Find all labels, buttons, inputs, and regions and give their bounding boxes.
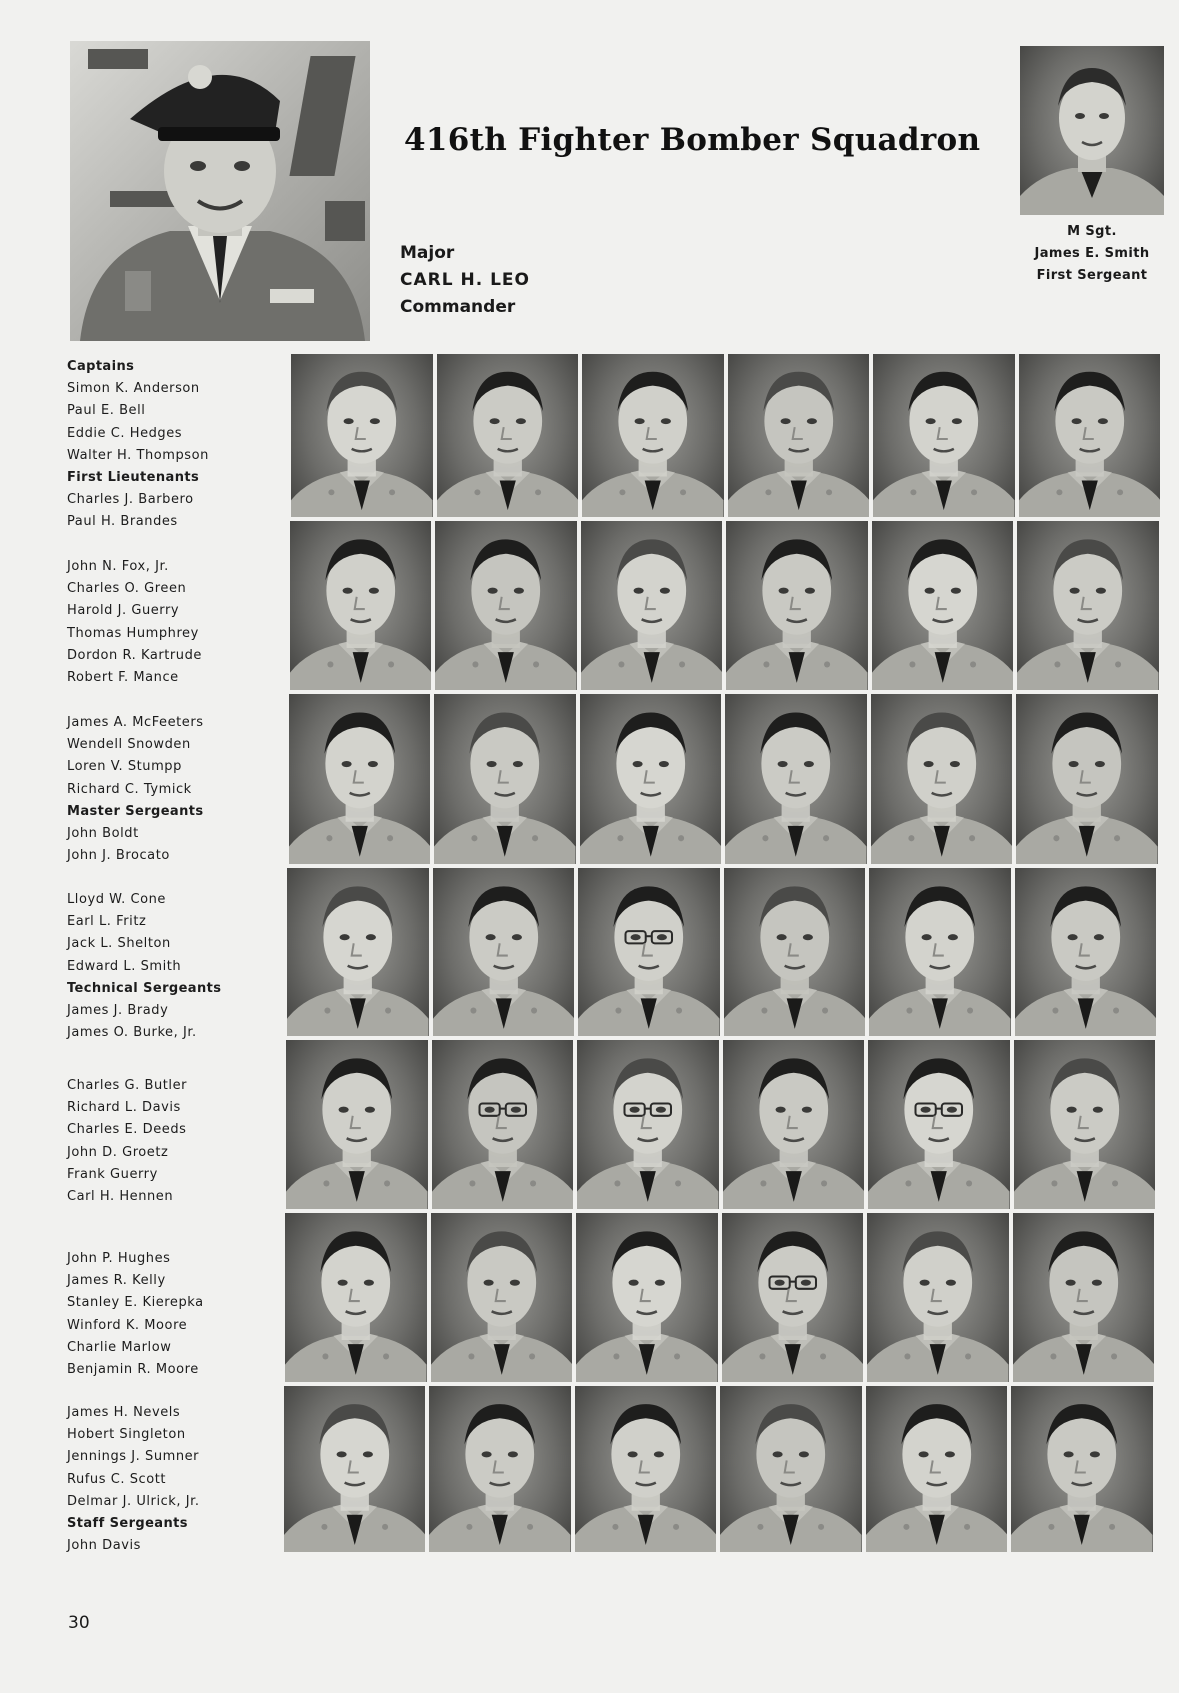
- first-sergeant-role: First Sergeant: [1036, 268, 1148, 283]
- member-portrait-icon: [1014, 1040, 1156, 1209]
- member-portrait-icon: [289, 694, 431, 864]
- member-photo: [429, 1386, 571, 1552]
- member-portrait-icon: [728, 354, 870, 517]
- roster-name: John Davis: [67, 1538, 141, 1553]
- member-portrait-icon: [582, 354, 724, 517]
- member-portrait-icon: [868, 1040, 1010, 1209]
- member-photo: [287, 868, 429, 1036]
- member-photo: [434, 694, 576, 864]
- member-portrait-icon: [720, 1386, 862, 1552]
- member-portrait-icon: [1019, 354, 1161, 517]
- roster-name: John P. Hughes: [67, 1251, 171, 1266]
- member-photo: [869, 868, 1011, 1036]
- member-photo: [285, 1213, 427, 1382]
- member-portrait-icon: [577, 1040, 719, 1209]
- member-photo: [577, 1040, 719, 1209]
- member-photo: [1016, 694, 1158, 864]
- member-portrait-icon: [726, 521, 868, 690]
- member-photo: [580, 694, 722, 864]
- member-portrait-icon: [871, 694, 1013, 864]
- member-portrait-icon: [869, 868, 1011, 1036]
- roster-name: Richard L. Davis: [67, 1100, 181, 1115]
- member-photo: [575, 1386, 717, 1552]
- roster-name: James O. Burke, Jr.: [67, 1025, 197, 1040]
- member-portrait-icon: [722, 1213, 864, 1382]
- roster-name: Carl H. Hennen: [67, 1189, 174, 1204]
- roster-heading: Master Sergeants: [67, 804, 204, 819]
- member-photo: [432, 1040, 574, 1209]
- first-sergeant-name: James E. Smith: [1034, 246, 1150, 261]
- member-photo: [722, 1213, 864, 1382]
- member-photo: [724, 868, 866, 1036]
- roster-name: Paul E. Bell: [67, 403, 146, 418]
- roster-name: Simon K. Anderson: [67, 381, 200, 396]
- member-portrait-icon: [435, 521, 577, 690]
- member-portrait-icon: [433, 868, 575, 1036]
- member-portrait-icon: [286, 1040, 428, 1209]
- roster-name: Frank Guerry: [67, 1167, 158, 1182]
- member-portrait-icon: [578, 868, 720, 1036]
- roster-name: Charles O. Green: [67, 581, 187, 596]
- member-portrait-icon: [867, 1213, 1009, 1382]
- member-photo: [1019, 354, 1161, 517]
- roster-name: Dordon R. Kartrude: [67, 648, 202, 663]
- roster-name: Walter H. Thompson: [67, 448, 209, 463]
- member-portrait-icon: [429, 1386, 571, 1552]
- roster-name: Delmar J. Ulrick, Jr.: [67, 1494, 200, 1509]
- commander-role: Commander: [400, 297, 516, 317]
- roster-name: Winford K. Moore: [67, 1318, 188, 1333]
- member-photo: [289, 694, 431, 864]
- member-photo: [435, 521, 577, 690]
- member-portrait-icon: [431, 1213, 573, 1382]
- member-portrait-icon: [437, 354, 579, 517]
- member-portrait-icon: [724, 868, 866, 1036]
- member-photo: [578, 868, 720, 1036]
- roster-name: Robert F. Mance: [67, 670, 179, 685]
- member-portrait-icon: [576, 1213, 718, 1382]
- member-photo: [284, 1386, 426, 1552]
- roster-name: Earl L. Fritz: [67, 914, 147, 929]
- member-portrait-icon: [285, 1213, 427, 1382]
- first-sergeant-rank: M Sgt.: [1067, 224, 1117, 239]
- member-photo: [291, 354, 433, 517]
- member-portrait-icon: [290, 521, 432, 690]
- member-photo: [582, 354, 724, 517]
- commander-name: CARL H. LEO: [400, 270, 530, 290]
- roster-heading: First Lieutenants: [67, 470, 200, 485]
- member-portrait-icon: [1013, 1213, 1155, 1382]
- member-portrait-icon: [866, 1386, 1008, 1552]
- member-portrait-icon: [873, 354, 1015, 517]
- member-portrait-icon: [1015, 868, 1157, 1036]
- roster-name: John J. Brocato: [67, 848, 170, 863]
- member-photo: [581, 521, 723, 690]
- roster-heading: Technical Sergeants: [67, 981, 222, 996]
- roster-name: Richard C. Tymick: [67, 782, 192, 797]
- roster-name: Wendell Snowden: [67, 737, 191, 752]
- member-photo: [866, 1386, 1008, 1552]
- roster-name: Edward L. Smith: [67, 959, 182, 974]
- roster-name: Lloyd W. Cone: [67, 892, 166, 907]
- roster-name: Charles E. Deeds: [67, 1122, 187, 1137]
- roster-name: Thomas Humphrey: [67, 626, 199, 641]
- member-photo: [1013, 1213, 1155, 1382]
- member-photo: [1014, 1040, 1156, 1209]
- member-photo: [868, 1040, 1010, 1209]
- member-portrait-icon: [287, 868, 429, 1036]
- member-photo: [871, 694, 1013, 864]
- member-photo: [726, 521, 868, 690]
- member-photo: [728, 354, 870, 517]
- member-photo: [873, 354, 1015, 517]
- member-photo: [872, 521, 1014, 690]
- member-photo: [720, 1386, 862, 1552]
- roster-name: James H. Nevels: [67, 1405, 181, 1420]
- member-portrait-icon: [432, 1040, 574, 1209]
- member-photo: [576, 1213, 718, 1382]
- member-portrait-icon: [1011, 1386, 1153, 1552]
- member-photo: [437, 354, 579, 517]
- roster-name: Charles J. Barbero: [67, 492, 194, 507]
- squadron-title: 416th Fighter Bomber Squadron: [404, 122, 981, 158]
- roster-name: Stanley E. Kierepka: [67, 1295, 204, 1310]
- roster-name: Hobert Singleton: [67, 1427, 186, 1442]
- member-photo: [1011, 1386, 1153, 1552]
- commander-rank: Major: [400, 243, 455, 263]
- member-photo: [290, 521, 432, 690]
- roster-name: Harold J. Guerry: [67, 603, 180, 618]
- roster-name: Loren V. Stumpp: [67, 759, 182, 774]
- member-portrait-icon: [434, 694, 576, 864]
- roster-name: Charlie Marlow: [67, 1340, 172, 1355]
- roster-name: Paul H. Brandes: [67, 514, 178, 529]
- member-portrait-icon: [575, 1386, 717, 1552]
- page-number: 30: [68, 1613, 90, 1633]
- member-portrait-icon: [581, 521, 723, 690]
- roster-name: Benjamin R. Moore: [67, 1362, 199, 1377]
- member-photo: [725, 694, 867, 864]
- roster-name: John D. Groetz: [67, 1145, 169, 1160]
- member-photo: [431, 1213, 573, 1382]
- member-portrait-icon: [1017, 521, 1159, 690]
- member-photo: [286, 1040, 428, 1209]
- roster-heading: Captains: [67, 359, 135, 374]
- member-portrait-icon: [291, 354, 433, 517]
- member-photo: [867, 1213, 1009, 1382]
- roster-name: Jack L. Shelton: [67, 936, 171, 951]
- member-portrait-icon: [580, 694, 722, 864]
- roster-name: James R. Kelly: [67, 1273, 166, 1288]
- roster-name: James J. Brady: [67, 1003, 169, 1018]
- member-portrait-icon: [723, 1040, 865, 1209]
- member-portrait-icon: [872, 521, 1014, 690]
- roster-name: Charles G. Butler: [67, 1078, 188, 1093]
- member-photo: [433, 868, 575, 1036]
- member-photo: [1017, 521, 1159, 690]
- roster-name: Jennings J. Sumner: [67, 1449, 200, 1464]
- member-portrait-icon: [1016, 694, 1158, 864]
- member-portrait-icon: [284, 1386, 426, 1552]
- roster-name: Rufus C. Scott: [67, 1472, 166, 1487]
- roster-name: James A. McFeeters: [67, 715, 204, 730]
- roster-heading: Staff Sergeants: [67, 1516, 188, 1531]
- member-photo: [723, 1040, 865, 1209]
- member-portrait-icon: [725, 694, 867, 864]
- roster-name: John Boldt: [67, 826, 139, 841]
- member-photo: [1015, 868, 1157, 1036]
- roster-name: Eddie C. Hedges: [67, 426, 183, 441]
- roster-name: John N. Fox, Jr.: [67, 559, 169, 574]
